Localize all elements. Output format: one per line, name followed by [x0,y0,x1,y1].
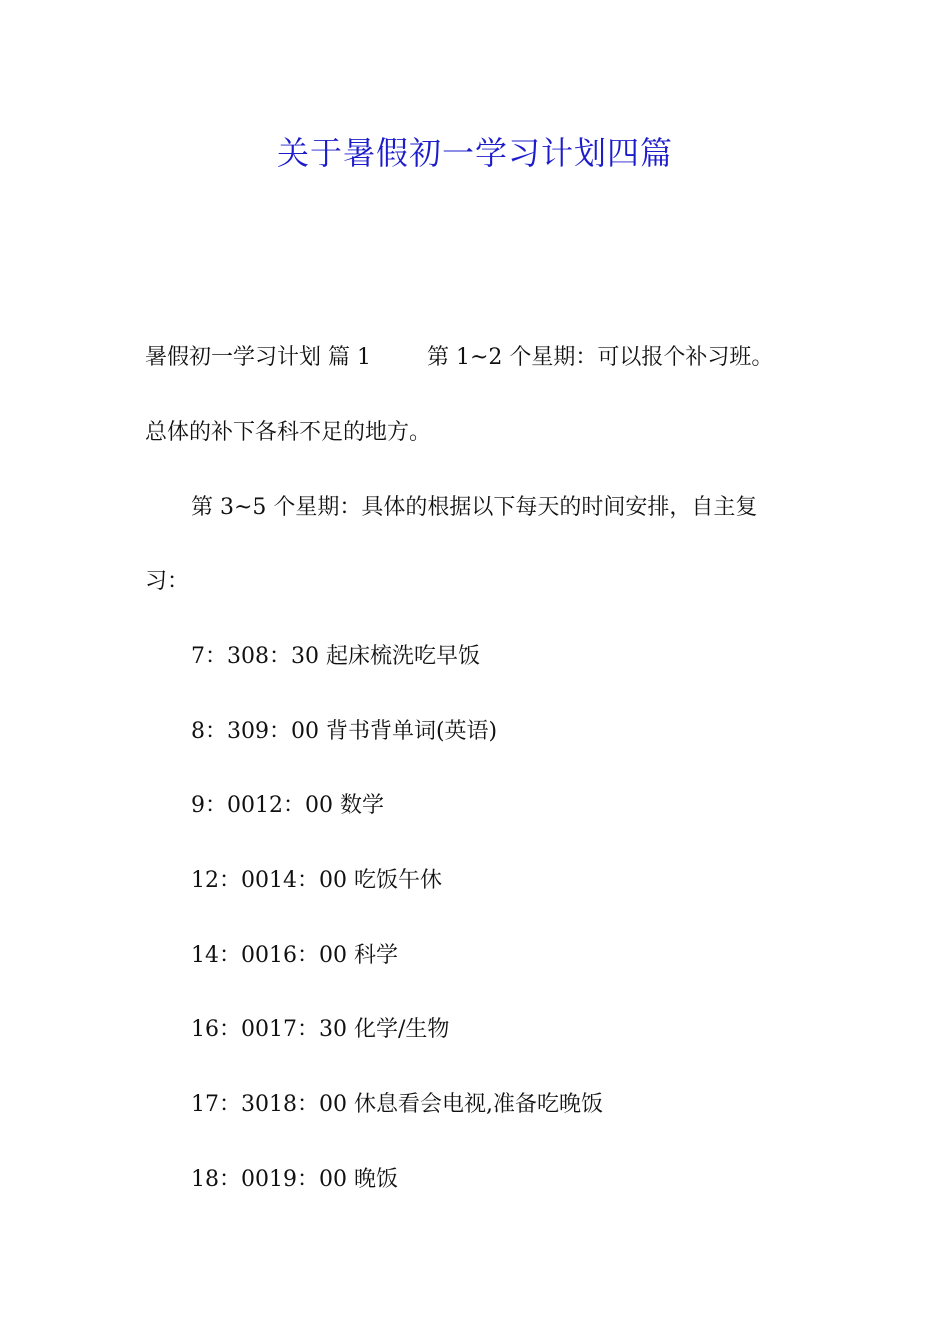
paragraph-line: 习： [145,569,190,594]
schedule-item: 17：3018：00 休息看会电视,准备吃晚饭 [191,1092,603,1117]
schedule-item: 8：309：00 背书背单词(英语) [191,719,498,744]
paragraph-line: 第 3~5 个星期：具体的根据以下每天的时间安排，自主复 [191,495,758,520]
paragraph-text: 第 1~2 个星期：可以报个补习班。 [426,345,774,370]
section-heading: 暑假初一学习计划 篇 1 [145,345,371,370]
schedule-item: 18：0019：00 晚饭 [191,1167,398,1192]
document-title: 关于暑假初一学习计划四篇 [276,134,673,172]
schedule-item: 12：0014：00 吃饭午休 [191,868,442,893]
schedule-item: 9：0012：00 数学 [191,793,384,818]
schedule-item: 16：0017：30 化学/生物 [191,1017,450,1042]
schedule-item: 14：0016：00 科学 [191,943,398,968]
paragraph-line [145,343,773,373]
paragraph-line: 总体的补下各科不足的地方。 [145,420,432,445]
schedule-item: 7：308：30 起床梳洗吃早饭 [191,644,480,669]
